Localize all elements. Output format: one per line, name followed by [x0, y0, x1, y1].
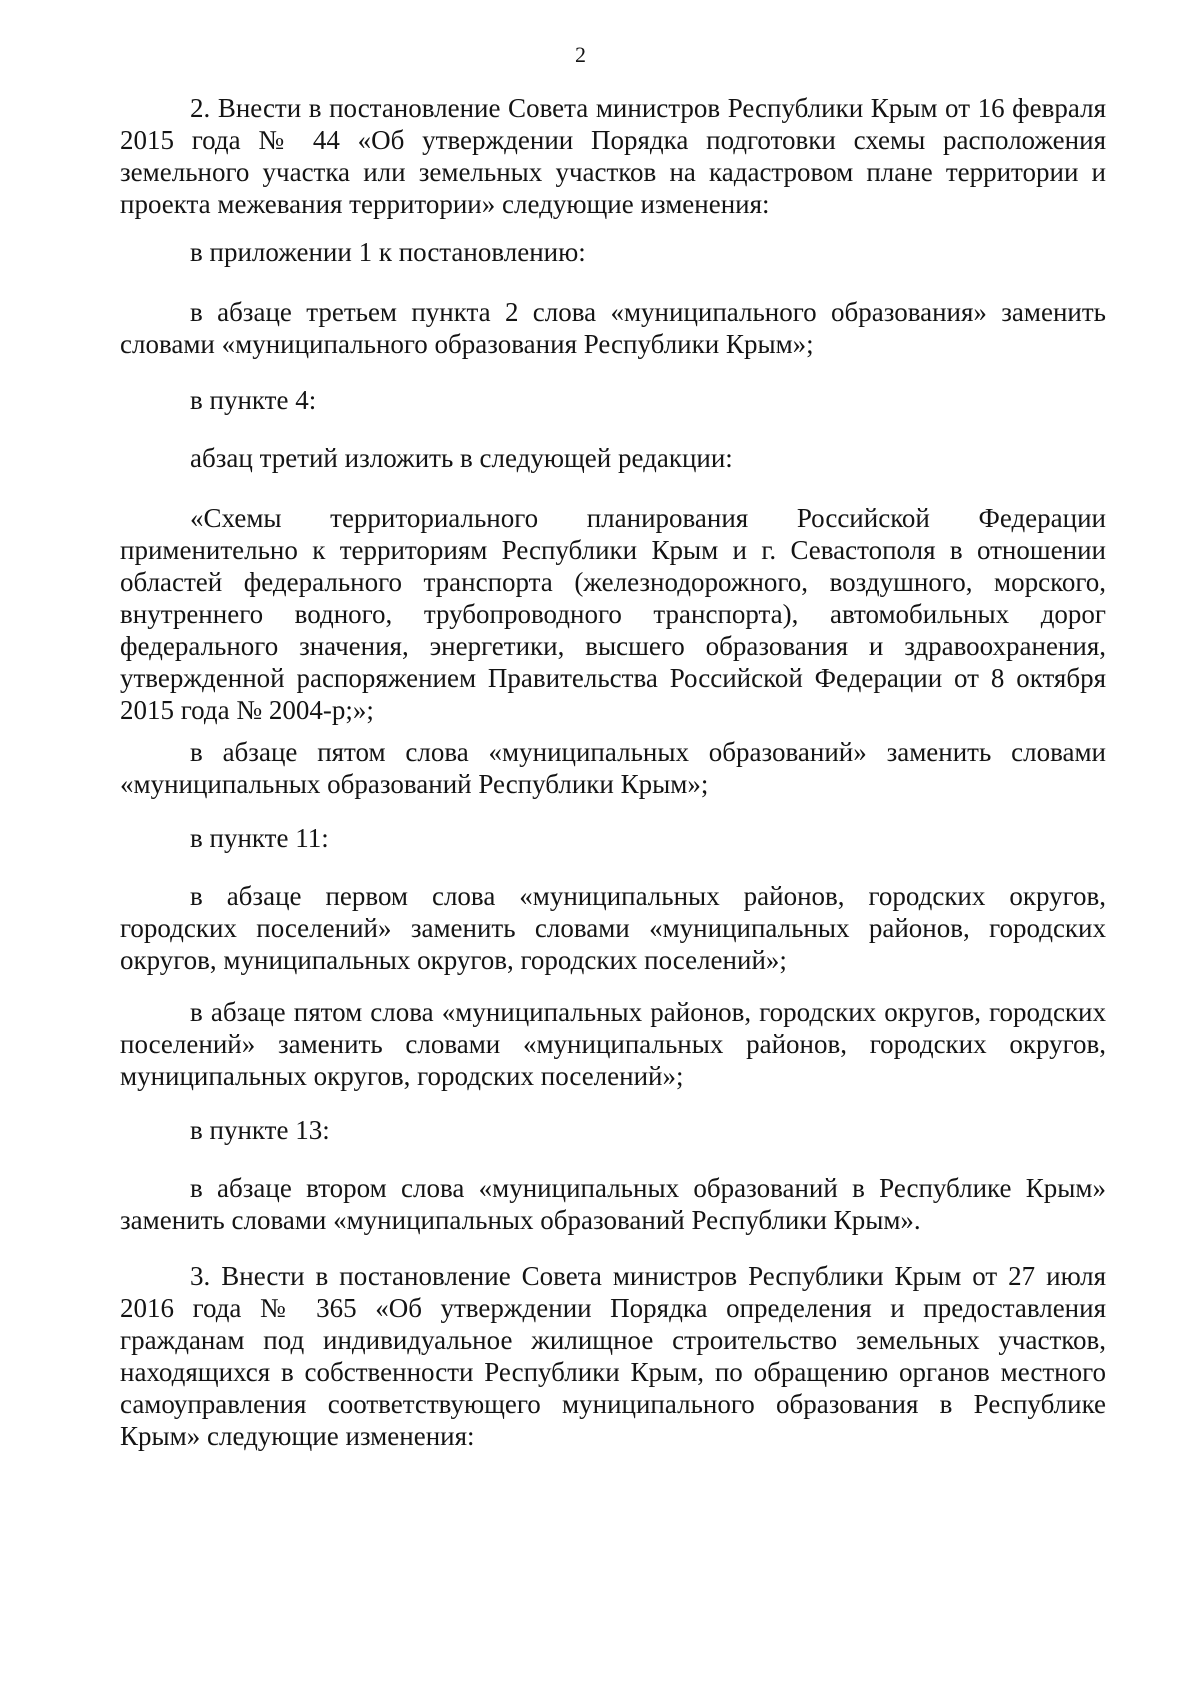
paragraph-third-abzac-edition: абзац третий изложить в следующей редакции:: [190, 443, 733, 473]
paragraph-clause-2-third: в абзаце третьем пункта 2 слова «муниципального образования» заменить словами «муниципального образования Республики Крым»;: [120, 297, 1106, 359]
paragraph-annex-1: в приложении 1 к постановлению:: [190, 237, 586, 267]
paragraph-clause-4: в пункте 4:: [190, 385, 317, 415]
paragraph-clause-11-first: в абзаце первом слова «муниципальных районов, городских округов, городских поселений» заменить словами «муниципальных районов, городских округов, муниципальных округов, городских поселений»;: [120, 881, 1106, 975]
paragraph-clause-11: в пункте 11:: [190, 823, 329, 853]
page-number: 2: [575, 42, 586, 67]
paragraph-clause-13-second: в абзаце втором слова «муниципальных образований в Республике Крым» заменить словами «муниципальных образований Республики Крым».: [120, 1173, 1106, 1235]
paragraph-territorial-schemes: «Схемы территориального планирования Российской Федерации применительно к территориям Республики Крым и г. Севастополя в отношении областей федерального транспорта (железнодорожного, воздушного, морского, внутреннего водного, трубопроводного транспорта), автомобильных дорог федерального значения, энергетики, высшего образования и здравоохранения, утвержденной распоряжением Правительства Российской Федерации от 8 октября 2015 года № 2004-р;»;: [120, 503, 1106, 725]
paragraph-item-3: 3. Внести в постановление Совета министров Республики Крым от 27 июля 2016 года № 365 «Об утверждении Порядка определения и предоставления гражданам под индивидуальное жилищное строительство земельных участков, находящихся в собственности Республики Крым, по обращению органов местного самоуправления соответствующего муниципального образования в Республике Крым» следующие изменения:: [120, 1261, 1106, 1451]
paragraph-clause-13: в пункте 13:: [190, 1115, 330, 1145]
paragraph-clause-4-fifth: в абзаце пятом слова «муниципальных образований» заменить словами «муниципальных образований Республики Крым»;: [120, 737, 1106, 799]
paragraph-clause-11-fifth: в абзаце пятом слова «муниципальных районов, городских округов, городских поселений» заменить словами «муниципальных районов, городских округов, муниципальных округов, городских поселений»;: [120, 997, 1106, 1091]
paragraph-item-2: 2. Внести в постановление Совета министров Республики Крым от 16 февраля 2015 года № 44 «Об утверждении Порядка подготовки схемы расположения земельного участка или земельных участков на кадастровом плане территории и проекта межевания территории» следующие изменения:: [120, 93, 1106, 219]
